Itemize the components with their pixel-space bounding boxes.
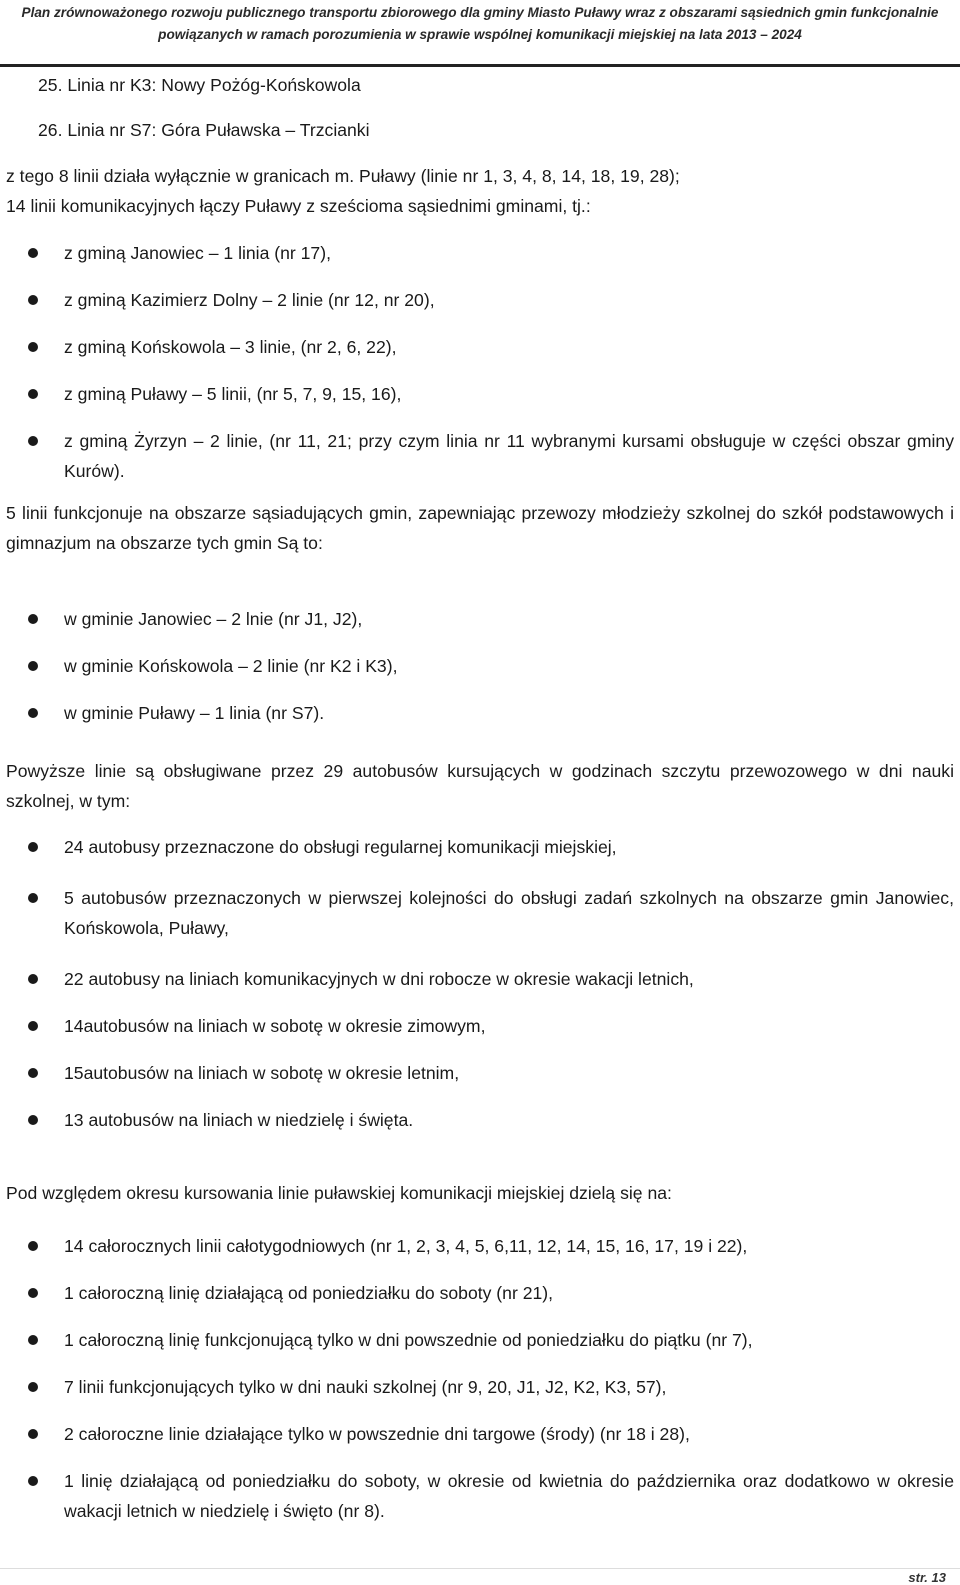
bullet-icon (28, 708, 38, 718)
list-item: w gminie Janowiec – 2 lnie (nr J1, J2), (64, 609, 363, 629)
list-item: 14 całorocznych linii całotygodniowych (nr 1, 2, 3, 4, 5, 6,11, 12, 14, 15, 16, 17, 19 i 22), (64, 1236, 748, 1256)
list-item: 15autobusów na liniach w sobotę w okresie letnim, (64, 1063, 460, 1083)
bullet-icon (28, 389, 38, 399)
paragraph-buses: Powyższe linie są obsługiwane przez 29 autobusów kursujących w godzinach szczytu przewozowego w dni nauki szkolnej, w tym: (6, 761, 954, 811)
list-item: z gminą Janowiec – 1 linia (nr 17), (64, 243, 331, 263)
bullet-icon (28, 893, 38, 903)
bullet-icon (28, 614, 38, 624)
numbered-item-25: 25. Linia nr K3: Nowy Pożóg-Końskowola (38, 75, 361, 95)
footer-divider (0, 1568, 960, 1569)
numbered-item-26: 26. Linia nr S7: Góra Puławska – Trzcianki (38, 120, 370, 140)
list-item: 14autobusów na liniach w sobotę w okresie zimowym, (64, 1016, 486, 1036)
header-title-line2: powiązanych w ramach porozumienia w sprawie wspólnej komunikacji miejskiej na lata 2013 – 2024 (158, 27, 802, 42)
list-item: z gminą Żyrzyn – 2 linie, (nr 11, 21; przy czym linia nr 11 wybranymi kursami obsługuje w części obszar gminy Kurów). (64, 431, 954, 481)
bullet-icon (28, 1429, 38, 1439)
paragraph-period: Pod względem okresu kursowania linie puławskiej komunikacji miejskiej dzielą się na: (6, 1183, 672, 1203)
header-title-line1: Plan zrównoważonego rozwoju publicznego transportu zbiorowego dla gminy Miasto Puławy wraz z obszarami sąsiednich gmin funkcjonalnie (21, 5, 939, 20)
list-item: 22 autobusy na liniach komunikacyjnych w dni robocze w okresie wakacji letnich, (64, 969, 694, 989)
bullet-icon (28, 974, 38, 984)
list-item: 5 autobusów przeznaczonych w pierwszej kolejności do obsługi zadań szkolnych na obszarze gmin Janowiec, Końskowola, Puławy, (64, 888, 954, 938)
page-header (0, 0, 960, 66)
paragraph-school-lines: 5 linii funkcjonuje na obszarze sąsiadujących gmin, zapewniając przewozy młodzieży szkolnej do szkół podstawowych i gimnazjum na obszarze tych gmin Są to: (6, 503, 954, 553)
list-item: z gminą Puławy – 5 linii, (nr 5, 7, 9, 15, 16), (64, 384, 402, 404)
paragraph-lines-count-line1: z tego 8 linii działa wyłącznie w granicach m. Puławy (linie nr 1, 3, 4, 8, 14, 18, 19, 28); (6, 166, 680, 186)
list-item: 7 linii funkcjonujących tylko w dni nauki szkolnej (nr 9, 20, J1, J2, K2, K3, 57), (64, 1377, 667, 1397)
bullet-icon (28, 342, 38, 352)
bullet-icon (28, 1476, 38, 1486)
list-item: 24 autobusy przeznaczone do obsługi regularnej komunikacji miejskiej, (64, 837, 617, 857)
list-item: 13 autobusów na liniach w niedzielę i święta. (64, 1110, 414, 1130)
list-item: z gminą Końskowola – 3 linie, (nr 2, 6, 22), (64, 337, 397, 357)
list-item: w gminie Puławy – 1 linia (nr S7). (64, 703, 325, 723)
list-item: z gminą Kazimierz Dolny – 2 linie (nr 12, nr 20), (64, 290, 435, 310)
bullet-icon (28, 1382, 38, 1392)
bullet-icon (28, 1335, 38, 1345)
list-item: 1 całoroczną linię funkcjonującą tylko w dni powszednie od poniedziałku do piątku (nr 7), (64, 1330, 753, 1350)
page-number: str. 13 (908, 1570, 946, 1585)
bullet-icon (28, 842, 38, 852)
bullet-icon (28, 248, 38, 258)
bullet-icon (28, 661, 38, 671)
bullet-icon (28, 1241, 38, 1251)
list-item: w gminie Końskowola – 2 linie (nr K2 i K3), (64, 656, 398, 676)
paragraph-lines-count-line2: 14 linii komunikacyjnych łączy Puławy z sześcioma sąsiednimi gminami, tj.: (6, 196, 591, 216)
bullet-icon (28, 1288, 38, 1298)
list-item: 2 całoroczne linie działające tylko w powszednie dni targowe (środy) (nr 18 i 28), (64, 1424, 690, 1444)
bullet-icon (28, 1068, 38, 1078)
bullet-icon (28, 1021, 38, 1031)
bullet-icon (28, 436, 38, 446)
list-item: 1 całoroczną linię działającą od poniedziałku do soboty (nr 21), (64, 1283, 554, 1303)
list-item: 1 linię działającą od poniedziałku do soboty, w okresie od kwietnia do października oraz dodatkowo w okresie wakacji letnich w niedzielę i święto (nr 8). (64, 1471, 954, 1521)
header-divider (0, 64, 960, 67)
bullet-icon (28, 1115, 38, 1125)
bullet-icon (28, 295, 38, 305)
